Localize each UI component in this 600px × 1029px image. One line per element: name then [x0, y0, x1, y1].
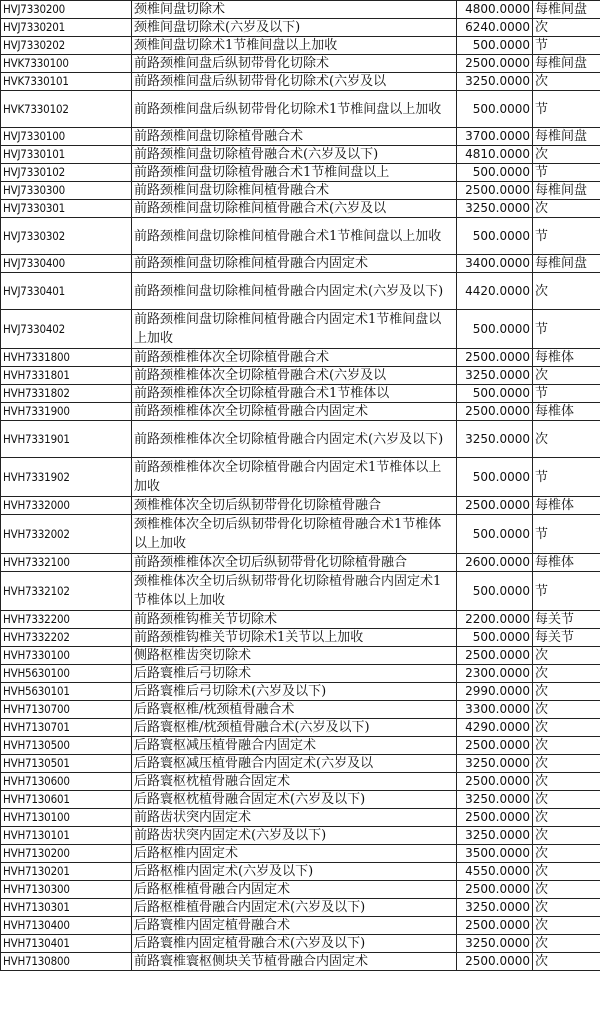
item-code-cell: HVH7130201 [1, 863, 132, 881]
table-row [1, 367, 600, 385]
item-code-cell: HVJ7330200 [1, 1, 132, 19]
item-price-cell: 3250.0000 [457, 935, 533, 953]
item-price-cell: 3700.0000 [457, 128, 533, 146]
item-unit-cell: 次 [533, 421, 600, 458]
table-row [1, 953, 600, 971]
item-code-cell: HVJ7330202 [1, 37, 132, 55]
item-name-cell: 前路颈椎钩椎关节切除术 [132, 611, 457, 629]
table-row [1, 572, 600, 611]
table-row [1, 497, 600, 515]
item-price-cell: 2500.0000 [457, 55, 533, 73]
item-code-cell: HVH7331800 [1, 349, 132, 367]
item-name-cell: 前路颈椎椎体次全切除植骨融合内固定术1节椎体以上加收 [132, 458, 457, 497]
item-name-cell: 颈椎间盘切除术 [132, 1, 457, 19]
item-unit-cell: 每关节 [533, 629, 600, 647]
item-name-cell: 后路寰枢枕植骨融合固定术(六岁及以下) [132, 791, 457, 809]
table-row [1, 385, 600, 403]
item-unit-cell: 每椎间盘 [533, 182, 600, 200]
item-code-cell: HVH7330100 [1, 647, 132, 665]
item-name-cell: 前路颈椎间盘切除椎间植骨融合内固定术 [132, 255, 457, 273]
item-unit-cell: 次 [533, 73, 600, 91]
item-name-cell: 前路颈椎椎体次全切除植骨融合术 [132, 349, 457, 367]
item-name-cell: 后路枢椎植骨融合内固定术 [132, 881, 457, 899]
item-code-cell: HVH7332202 [1, 629, 132, 647]
item-price-cell: 500.0000 [457, 629, 533, 647]
item-name-cell: 前路颈椎间盘切除椎间植骨融合内固定术(六岁及以下) [132, 273, 457, 310]
item-price-cell: 500.0000 [457, 572, 533, 611]
item-name-cell: 前路颈椎间盘后纵韧带骨化切除术 [132, 55, 457, 73]
item-code-cell: HVH5630100 [1, 665, 132, 683]
table-row [1, 917, 600, 935]
table-body [1, 1, 600, 971]
item-code-cell: HVH7130701 [1, 719, 132, 737]
table-row [1, 737, 600, 755]
table-row [1, 146, 600, 164]
item-code-cell: HVH7332200 [1, 611, 132, 629]
table-row [1, 629, 600, 647]
item-price-cell: 4800.0000 [457, 1, 533, 19]
item-price-cell: 500.0000 [457, 218, 533, 255]
item-unit-cell: 每椎体 [533, 497, 600, 515]
item-name-cell: 后路寰枢减压植骨融合内固定术(六岁及以 [132, 755, 457, 773]
item-unit-cell: 次 [533, 845, 600, 863]
item-unit-cell: 次 [533, 773, 600, 791]
item-unit-cell: 次 [533, 701, 600, 719]
item-name-cell: 前路颈椎间盘切除植骨融合术 [132, 128, 457, 146]
table-row [1, 182, 600, 200]
item-price-cell: 500.0000 [457, 385, 533, 403]
item-name-cell: 前路颈椎间盘切除椎间植骨融合术1节椎间盘以上加收 [132, 218, 457, 255]
item-name-cell: 前路颈椎椎体次全切除植骨融合术(六岁及以 [132, 367, 457, 385]
item-name-cell: 颈椎间盘切除术1节椎间盘以上加收 [132, 37, 457, 55]
item-name-cell: 后路寰椎后弓切除术(六岁及以下) [132, 683, 457, 701]
table-row [1, 791, 600, 809]
item-name-cell: 颈椎椎体次全切后纵韧带骨化切除植骨融合 [132, 497, 457, 515]
item-name-cell: 前路颈椎间盘切除植骨融合术(六岁及以下) [132, 146, 457, 164]
item-price-cell: 4290.0000 [457, 719, 533, 737]
item-price-cell: 500.0000 [457, 515, 533, 554]
item-code-cell: HVH7331802 [1, 385, 132, 403]
item-unit-cell: 次 [533, 200, 600, 218]
item-price-cell: 4550.0000 [457, 863, 533, 881]
item-unit-cell: 每椎体 [533, 554, 600, 572]
table-row [1, 1, 600, 19]
table-row [1, 200, 600, 218]
item-name-cell: 前路颈椎钩椎关节切除术1关节以上加收 [132, 629, 457, 647]
item-unit-cell: 次 [533, 827, 600, 845]
item-name-cell: 前路颈椎间盘切除椎间植骨融合内固定术1节椎间盘以上加收 [132, 310, 457, 349]
item-unit-cell: 次 [533, 863, 600, 881]
item-name-cell: 后路寰枢椎/枕颈植骨融合术(六岁及以下) [132, 719, 457, 737]
item-code-cell: HVH7130100 [1, 809, 132, 827]
item-unit-cell: 次 [533, 737, 600, 755]
item-unit-cell: 每椎体 [533, 403, 600, 421]
item-name-cell: 后路寰椎内固定植骨融合术(六岁及以下) [132, 935, 457, 953]
item-price-cell: 2500.0000 [457, 737, 533, 755]
item-code-cell: HVH7331900 [1, 403, 132, 421]
table-row [1, 554, 600, 572]
item-name-cell: 后路寰椎后弓切除术 [132, 665, 457, 683]
item-name-cell: 前路齿状突内固定术 [132, 809, 457, 827]
item-code-cell: HVJ7330401 [1, 273, 132, 310]
item-price-cell: 3250.0000 [457, 73, 533, 91]
table-row [1, 73, 600, 91]
table-row [1, 809, 600, 827]
item-unit-cell: 次 [533, 881, 600, 899]
item-price-cell: 2500.0000 [457, 403, 533, 421]
item-unit-cell: 节 [533, 91, 600, 128]
item-price-cell: 3400.0000 [457, 255, 533, 273]
item-unit-cell: 节 [533, 385, 600, 403]
item-price-cell: 2500.0000 [457, 349, 533, 367]
item-code-cell: HVJ7330300 [1, 182, 132, 200]
item-code-cell: HVJ7330302 [1, 218, 132, 255]
item-name-cell: 颈椎椎体次全切后纵韧带骨化切除植骨融合术1节椎体以上加收 [132, 515, 457, 554]
table-row [1, 719, 600, 737]
item-code-cell: HVJ7330400 [1, 255, 132, 273]
item-unit-cell: 次 [533, 755, 600, 773]
item-price-cell: 2500.0000 [457, 647, 533, 665]
table-row [1, 899, 600, 917]
item-name-cell: 前路齿状突内固定术(六岁及以下) [132, 827, 457, 845]
item-unit-cell: 节 [533, 310, 600, 349]
item-code-cell: HVH7331902 [1, 458, 132, 497]
table-row [1, 827, 600, 845]
item-unit-cell: 节 [533, 572, 600, 611]
item-code-cell: HVH7130200 [1, 845, 132, 863]
item-unit-cell: 次 [533, 809, 600, 827]
item-name-cell: 前路颈椎间盘后纵韧带骨化切除术1节椎间盘以上加收 [132, 91, 457, 128]
item-price-cell: 2500.0000 [457, 497, 533, 515]
item-code-cell: HVK7330100 [1, 55, 132, 73]
item-code-cell: HVH7331901 [1, 421, 132, 458]
item-unit-cell: 次 [533, 935, 600, 953]
item-name-cell: 后路寰椎内固定植骨融合术 [132, 917, 457, 935]
table-row [1, 273, 600, 310]
item-code-cell: HVH7331801 [1, 367, 132, 385]
item-name-cell: 前路颈椎间盘切除椎间植骨融合术(六岁及以 [132, 200, 457, 218]
item-price-cell: 500.0000 [457, 37, 533, 55]
item-unit-cell: 每椎体 [533, 349, 600, 367]
item-name-cell: 前路寰椎寰枢侧块关节植骨融合内固定术 [132, 953, 457, 971]
table-row [1, 881, 600, 899]
table-row [1, 665, 600, 683]
item-name-cell: 侧路枢椎齿突切除术 [132, 647, 457, 665]
item-unit-cell: 次 [533, 719, 600, 737]
table-row [1, 935, 600, 953]
item-price-cell: 4810.0000 [457, 146, 533, 164]
item-price-cell: 2500.0000 [457, 917, 533, 935]
table-row [1, 683, 600, 701]
item-unit-cell: 次 [533, 791, 600, 809]
item-code-cell: HVJ7330100 [1, 128, 132, 146]
item-price-cell: 2500.0000 [457, 809, 533, 827]
item-code-cell: HVK7330102 [1, 91, 132, 128]
item-unit-cell: 次 [533, 683, 600, 701]
item-name-cell: 后路枢椎内固定术(六岁及以下) [132, 863, 457, 881]
item-code-cell: HVJ7330101 [1, 146, 132, 164]
table-row [1, 458, 600, 497]
item-name-cell: 前路颈椎间盘切除植骨融合术1节椎间盘以上 [132, 164, 457, 182]
item-name-cell: 后路枢椎植骨融合内固定术(六岁及以下) [132, 899, 457, 917]
item-unit-cell: 每关节 [533, 611, 600, 629]
table-row [1, 164, 600, 182]
item-name-cell: 前路颈椎椎体次全切后纵韧带骨化切除植骨融合 [132, 554, 457, 572]
table-row [1, 421, 600, 458]
item-code-cell: HVJ7330402 [1, 310, 132, 349]
item-code-cell: HVH7130501 [1, 755, 132, 773]
item-code-cell: HVK7330101 [1, 73, 132, 91]
item-price-cell: 3250.0000 [457, 421, 533, 458]
item-unit-cell: 每椎间盘 [533, 128, 600, 146]
item-price-cell: 2500.0000 [457, 881, 533, 899]
item-unit-cell: 次 [533, 899, 600, 917]
table-row [1, 255, 600, 273]
item-code-cell: HVH7130300 [1, 881, 132, 899]
table-row [1, 701, 600, 719]
item-code-cell: HVH7332102 [1, 572, 132, 611]
item-code-cell: HVH7130101 [1, 827, 132, 845]
table-row [1, 37, 600, 55]
item-price-cell: 3250.0000 [457, 367, 533, 385]
table-row [1, 611, 600, 629]
item-price-cell: 3250.0000 [457, 791, 533, 809]
table-row [1, 403, 600, 421]
item-price-cell: 2500.0000 [457, 953, 533, 971]
item-price-cell: 3250.0000 [457, 755, 533, 773]
item-price-cell: 3250.0000 [457, 899, 533, 917]
item-code-cell: HVH7130401 [1, 935, 132, 953]
item-price-cell: 6240.0000 [457, 19, 533, 37]
item-price-cell: 2500.0000 [457, 773, 533, 791]
item-name-cell: 前路颈椎间盘切除椎间植骨融合术 [132, 182, 457, 200]
item-price-cell: 500.0000 [457, 310, 533, 349]
item-price-cell: 500.0000 [457, 91, 533, 128]
item-name-cell: 后路枢椎内固定术 [132, 845, 457, 863]
item-name-cell: 后路寰枢枕植骨融合固定术 [132, 773, 457, 791]
item-code-cell: HVH7130500 [1, 737, 132, 755]
item-unit-cell: 次 [533, 665, 600, 683]
item-name-cell: 颈椎椎体次全切后纵韧带骨化切除植骨融合内固定术1节椎体以上加收 [132, 572, 457, 611]
item-unit-cell: 节 [533, 164, 600, 182]
item-unit-cell: 节 [533, 37, 600, 55]
item-unit-cell: 节 [533, 218, 600, 255]
item-name-cell: 前路颈椎间盘后纵韧带骨化切除术(六岁及以 [132, 73, 457, 91]
item-name-cell: 颈椎间盘切除术(六岁及以下) [132, 19, 457, 37]
item-unit-cell: 次 [533, 647, 600, 665]
item-unit-cell: 次 [533, 917, 600, 935]
item-price-cell: 3300.0000 [457, 701, 533, 719]
item-unit-cell: 每椎间盘 [533, 55, 600, 73]
item-code-cell: HVJ7330201 [1, 19, 132, 37]
table-row [1, 55, 600, 73]
table-row [1, 863, 600, 881]
item-unit-cell: 次 [533, 273, 600, 310]
table-row [1, 310, 600, 349]
item-unit-cell: 节 [533, 458, 600, 497]
item-code-cell: HVH7130800 [1, 953, 132, 971]
item-name-cell: 后路寰枢减压植骨融合内固定术 [132, 737, 457, 755]
item-code-cell: HVH7130301 [1, 899, 132, 917]
item-price-cell: 3500.0000 [457, 845, 533, 863]
item-code-cell: HVJ7330102 [1, 164, 132, 182]
item-code-cell: HVH7130700 [1, 701, 132, 719]
item-price-cell: 2200.0000 [457, 611, 533, 629]
table-row [1, 218, 600, 255]
item-code-cell: HVH7130601 [1, 791, 132, 809]
item-code-cell: HVH7332000 [1, 497, 132, 515]
item-code-cell: HVH7332002 [1, 515, 132, 554]
item-code-cell: HVH5630101 [1, 683, 132, 701]
table-row [1, 349, 600, 367]
item-unit-cell: 次 [533, 19, 600, 37]
item-unit-cell: 每椎间盘 [533, 255, 600, 273]
item-unit-cell: 次 [533, 953, 600, 971]
table-row [1, 19, 600, 37]
item-name-cell: 后路寰枢椎/枕颈植骨融合术 [132, 701, 457, 719]
table-row [1, 515, 600, 554]
item-code-cell: HVH7130600 [1, 773, 132, 791]
item-price-cell: 3250.0000 [457, 827, 533, 845]
item-unit-cell: 节 [533, 515, 600, 554]
item-price-cell: 4420.0000 [457, 273, 533, 310]
item-price-cell: 500.0000 [457, 164, 533, 182]
table-row [1, 128, 600, 146]
item-code-cell: HVH7332100 [1, 554, 132, 572]
item-name-cell: 前路颈椎椎体次全切除植骨融合内固定术 [132, 403, 457, 421]
item-unit-cell: 次 [533, 146, 600, 164]
item-code-cell: HVH7130400 [1, 917, 132, 935]
table-row [1, 91, 600, 128]
item-price-cell: 500.0000 [457, 458, 533, 497]
item-price-cell: 2300.0000 [457, 665, 533, 683]
item-name-cell: 前路颈椎椎体次全切除植骨融合术1节椎体以 [132, 385, 457, 403]
table-row [1, 845, 600, 863]
item-price-cell: 2600.0000 [457, 554, 533, 572]
item-price-cell: 2990.0000 [457, 683, 533, 701]
item-price-cell: 2500.0000 [457, 182, 533, 200]
item-unit-cell: 每椎间盘 [533, 1, 600, 19]
item-code-cell: HVJ7330301 [1, 200, 132, 218]
table-row [1, 647, 600, 665]
item-unit-cell: 次 [533, 367, 600, 385]
item-name-cell: 前路颈椎椎体次全切除植骨融合内固定术(六岁及以下) [132, 421, 457, 458]
table-row [1, 773, 600, 791]
table-row [1, 755, 600, 773]
item-price-cell: 3250.0000 [457, 200, 533, 218]
